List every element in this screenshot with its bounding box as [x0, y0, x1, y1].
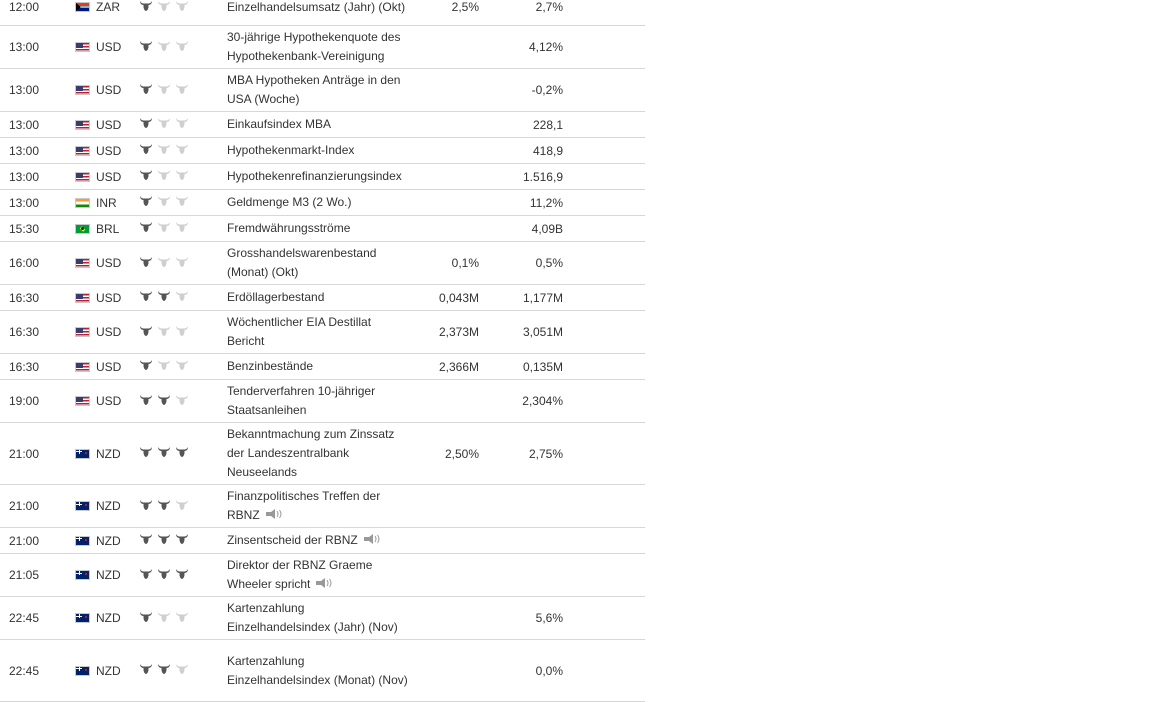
bull-importance-icon	[157, 394, 171, 409]
bull-importance-icon	[157, 533, 171, 548]
event-time: 13:00	[9, 40, 40, 54]
forecast-value: 0,1%	[451, 256, 479, 270]
speaker-icon	[316, 575, 334, 594]
bull-importance-icon	[139, 169, 153, 184]
currency-code: USD	[96, 359, 122, 374]
nz-flag-icon	[75, 536, 90, 546]
currency-cell	[69, 0, 131, 14]
currency-cell	[69, 360, 131, 374]
importance-rating	[131, 221, 227, 236]
event-row[interactable]	[0, 380, 645, 423]
bull-importance-icon	[157, 290, 171, 305]
event-name-text: MBA Hypotheken Anträge in den USA (Woche)	[227, 73, 401, 106]
previous-value: 5,6%	[535, 611, 563, 625]
event-row[interactable]	[0, 190, 645, 216]
event-name[interactable]	[227, 217, 410, 240]
currency-code: NZD	[96, 568, 121, 582]
bull-importance-icon	[175, 117, 189, 132]
event-row[interactable]	[0, 311, 645, 354]
bull-importance-icon	[139, 446, 153, 461]
currency-code: ZAR	[96, 0, 120, 14]
importance-rating	[131, 359, 227, 374]
bull-importance-icon	[175, 169, 189, 184]
event-time: 22:45	[9, 611, 40, 625]
bull-importance-icon	[157, 256, 171, 271]
event-name-text: Hypothekenmarkt-Index	[227, 143, 355, 157]
bull-importance-icon	[175, 195, 189, 210]
previous-value: 4,12%	[528, 40, 563, 54]
previous-value: 3,051M	[522, 325, 563, 339]
event-row[interactable]	[0, 423, 645, 485]
currency-cell	[69, 664, 131, 678]
forecast-value: 2,366M	[438, 359, 479, 374]
us-flag-icon	[75, 258, 90, 268]
importance-rating	[131, 663, 227, 678]
bull-importance-icon	[175, 533, 189, 548]
bull-importance-icon	[139, 663, 153, 678]
event-row[interactable]	[0, 138, 645, 164]
event-time: 16:00	[9, 256, 40, 270]
bull-importance-icon	[157, 446, 171, 461]
event-name-text: Einkaufsindex MBA	[227, 117, 332, 131]
bull-importance-icon	[175, 143, 189, 158]
bull-importance-icon	[139, 221, 153, 236]
event-row[interactable]	[0, 528, 645, 554]
event-time: 21:00	[9, 533, 40, 548]
currency-code: INR	[96, 195, 117, 210]
event-name-text: Einzelhandelsumsatz (Jahr) (Okt)	[227, 0, 406, 14]
bull-importance-icon	[157, 195, 171, 210]
event-name[interactable]	[227, 529, 410, 552]
nz-flag-icon	[75, 449, 90, 459]
event-row[interactable]	[0, 164, 645, 190]
event-time: 13:00	[9, 143, 40, 158]
event-name[interactable]	[227, 69, 410, 111]
previous-value: 0,0%	[535, 663, 563, 678]
currency-cell	[69, 83, 131, 97]
nz-flag-icon	[75, 666, 90, 676]
previous-value: 0,135M	[522, 359, 563, 374]
bull-importance-icon	[139, 40, 153, 55]
previous-value: 4,09B	[531, 221, 563, 236]
event-name[interactable]	[227, 113, 410, 136]
us-flag-icon	[75, 85, 90, 95]
event-name-text: Geldmenge M3 (2 Wo.)	[227, 195, 352, 209]
bull-importance-icon	[175, 568, 189, 583]
currency-cell	[69, 325, 131, 339]
za-flag-icon	[75, 2, 90, 12]
bull-importance-icon	[157, 0, 171, 15]
importance-rating	[131, 143, 227, 158]
importance-rating	[131, 568, 227, 583]
bull-importance-icon	[139, 0, 153, 15]
event-name[interactable]	[227, 286, 410, 309]
currency-code: USD	[96, 117, 122, 132]
event-time: 16:30	[9, 325, 40, 339]
event-time: 21:05	[9, 568, 40, 582]
event-name[interactable]	[227, 165, 410, 188]
event-name-text: Erdöllagerbestand	[227, 290, 325, 304]
bull-importance-icon	[139, 83, 153, 98]
event-name-text: Fremdwährungsströme	[227, 221, 351, 235]
event-name-text: Tenderverfahren 10-jähriger Staatsanleihen	[227, 384, 376, 417]
currency-cell	[69, 170, 131, 184]
bull-importance-icon	[157, 169, 171, 184]
bull-importance-icon	[175, 446, 189, 461]
bull-importance-icon	[175, 325, 189, 340]
currency-code: NZD	[96, 533, 121, 548]
previous-value: 2,75%	[528, 446, 563, 461]
event-row[interactable]	[0, 216, 645, 242]
bull-importance-icon	[157, 325, 171, 340]
speaker-icon	[266, 506, 284, 525]
currency-cell	[69, 291, 131, 305]
previous-value: 418,9	[532, 143, 563, 158]
us-flag-icon	[75, 172, 90, 182]
event-name-text: Kartenzahlung Einzelhandelsindex (Jahr) (Nov)	[227, 601, 398, 634]
bull-importance-icon	[157, 117, 171, 132]
forecast-value: 2,373M	[438, 325, 479, 339]
event-name[interactable]	[227, 311, 410, 353]
bull-importance-icon	[157, 611, 171, 626]
bull-importance-icon	[139, 499, 153, 514]
currency-code: USD	[96, 290, 122, 305]
us-flag-icon	[75, 146, 90, 156]
nz-flag-icon	[75, 501, 90, 511]
previous-value: 1.516,9	[522, 169, 563, 184]
bull-importance-icon	[175, 663, 189, 678]
event-name-text: Bekanntmachung zum Zinssatz der Landeszentralbank Neuseelands	[227, 427, 395, 479]
bull-importance-icon	[139, 256, 153, 271]
importance-rating	[131, 195, 227, 210]
forecast-value: 0,043M	[438, 290, 479, 305]
currency-cell	[69, 196, 131, 210]
event-time: 15:30	[9, 221, 40, 236]
previous-value: 0,5%	[535, 256, 563, 270]
bull-importance-icon	[139, 568, 153, 583]
bull-importance-icon	[139, 359, 153, 374]
bull-importance-icon	[157, 83, 171, 98]
event-name-text: Finanzpolitisches Treffen der RBNZ	[227, 488, 381, 522]
currency-cell	[69, 394, 131, 408]
bull-importance-icon	[157, 359, 171, 374]
event-name-text: Kartenzahlung Einzelhandelsindex (Monat) (Nov)	[227, 653, 408, 687]
br-flag-icon	[75, 224, 90, 234]
importance-rating	[131, 446, 227, 461]
event-name[interactable]	[227, 26, 410, 68]
speaker-icon	[364, 531, 382, 550]
bull-importance-icon	[157, 499, 171, 514]
us-flag-icon	[75, 120, 90, 130]
bull-importance-icon	[175, 290, 189, 305]
event-name-text: 30-jährige Hypothekenquote des Hypothekenbank-Vereinigung	[227, 30, 401, 63]
bull-importance-icon	[139, 290, 153, 305]
bull-importance-icon	[175, 499, 189, 514]
nz-flag-icon	[75, 613, 90, 623]
event-row[interactable]	[0, 26, 645, 69]
currency-cell	[69, 568, 131, 582]
importance-rating	[131, 499, 227, 514]
event-row[interactable]	[0, 69, 645, 112]
importance-rating	[131, 290, 227, 305]
bull-importance-icon	[175, 256, 189, 271]
currency-code: USD	[96, 83, 122, 97]
importance-rating	[131, 611, 227, 626]
importance-rating	[131, 169, 227, 184]
importance-rating	[131, 325, 227, 340]
importance-rating	[131, 40, 227, 55]
currency-code: USD	[96, 256, 122, 270]
bull-importance-icon	[175, 221, 189, 236]
forecast-value: 2,5%	[451, 0, 479, 14]
event-row[interactable]	[0, 554, 645, 597]
event-name[interactable]	[227, 650, 410, 692]
us-flag-icon	[75, 327, 90, 337]
bull-importance-icon	[139, 117, 153, 132]
event-row[interactable]	[0, 597, 645, 640]
importance-rating	[131, 533, 227, 548]
currency-code: USD	[96, 40, 122, 54]
bull-importance-icon	[175, 83, 189, 98]
event-row[interactable]	[0, 354, 645, 380]
bull-importance-icon	[139, 195, 153, 210]
bull-importance-icon	[175, 40, 189, 55]
previous-value: 228,1	[532, 117, 563, 132]
event-name-text: Wöchentlicher EIA Destillat Bericht	[227, 315, 372, 348]
event-name-text: Zinsentscheid der RBNZ	[227, 532, 358, 547]
bull-importance-icon	[139, 325, 153, 340]
event-row[interactable]	[0, 285, 645, 311]
previous-value: 2,304%	[522, 394, 563, 408]
event-name-text: Hypothekenrefinanzierungsindex	[227, 169, 402, 183]
us-flag-icon	[75, 42, 90, 52]
importance-rating	[131, 83, 227, 98]
event-time: 13:00	[9, 117, 40, 132]
currency-cell	[69, 222, 131, 236]
previous-value: 1,177M	[522, 290, 563, 305]
event-time: 21:00	[9, 446, 40, 461]
currency-cell	[69, 534, 131, 548]
importance-rating	[131, 117, 227, 132]
currency-cell	[69, 144, 131, 158]
currency-code: USD	[96, 325, 122, 339]
event-name[interactable]	[227, 597, 410, 639]
event-name[interactable]	[227, 355, 410, 378]
event-name[interactable]	[227, 554, 410, 596]
bull-importance-icon	[139, 611, 153, 626]
nz-flag-icon	[75, 570, 90, 580]
forecast-value: 2,50%	[444, 446, 479, 461]
event-row[interactable]	[0, 242, 645, 285]
previous-value: 2,7%	[535, 0, 563, 14]
bull-importance-icon	[157, 568, 171, 583]
event-name[interactable]	[227, 191, 410, 214]
currency-code: NZD	[96, 663, 121, 678]
event-name[interactable]	[227, 0, 410, 19]
us-flag-icon	[75, 293, 90, 303]
event-time: 12:00	[9, 0, 40, 14]
bull-importance-icon	[157, 40, 171, 55]
event-row[interactable]	[0, 112, 645, 138]
currency-cell	[69, 611, 131, 625]
event-time: 13:00	[9, 83, 40, 97]
event-name-text: Grosshandelswarenbestand (Monat) (Okt)	[227, 246, 377, 279]
bull-importance-icon	[157, 143, 171, 158]
bull-importance-icon	[139, 533, 153, 548]
bull-importance-icon	[175, 394, 189, 409]
event-time: 22:45	[9, 663, 40, 678]
event-time: 16:30	[9, 290, 40, 305]
event-time: 13:00	[9, 195, 40, 210]
event-name[interactable]	[227, 139, 410, 162]
currency-code: BRL	[96, 221, 120, 236]
currency-code: NZD	[96, 611, 121, 625]
currency-cell	[69, 499, 131, 513]
us-flag-icon	[75, 362, 90, 372]
bull-importance-icon	[175, 0, 189, 15]
currency-code: USD	[96, 143, 122, 158]
event-name[interactable]	[227, 485, 410, 527]
event-time: 21:00	[9, 499, 40, 513]
currency-cell	[69, 447, 131, 461]
bull-importance-icon	[139, 394, 153, 409]
event-name-text: Benzinbestände	[227, 359, 314, 373]
bull-importance-icon	[175, 611, 189, 626]
in-flag-icon	[75, 198, 90, 208]
previous-value: 11,2%	[529, 195, 563, 210]
event-row[interactable]	[0, 640, 645, 702]
event-time: 19:00	[9, 394, 40, 408]
event-name[interactable]	[227, 423, 410, 484]
previous-value: -0,2%	[531, 83, 563, 97]
bull-importance-icon	[157, 663, 171, 678]
bull-importance-icon	[157, 221, 171, 236]
currency-cell	[69, 40, 131, 54]
event-time: 16:30	[9, 359, 40, 374]
currency-code: NZD	[96, 499, 121, 513]
importance-rating	[131, 256, 227, 271]
currency-code: NZD	[96, 446, 121, 461]
currency-code: USD	[96, 394, 122, 408]
event-time: 13:00	[9, 169, 40, 184]
us-flag-icon	[75, 396, 90, 406]
currency-code: USD	[96, 169, 122, 184]
event-row[interactable]	[0, 0, 645, 26]
importance-rating	[131, 0, 227, 15]
event-name[interactable]	[227, 242, 410, 284]
bull-importance-icon	[139, 143, 153, 158]
importance-rating	[131, 394, 227, 409]
event-name-text: Direktor der RBNZ Graeme Wheeler spricht	[227, 557, 373, 591]
event-name[interactable]	[227, 380, 410, 422]
currency-cell	[69, 118, 131, 132]
currency-cell	[69, 256, 131, 270]
bull-importance-icon	[175, 359, 189, 374]
event-row[interactable]	[0, 485, 645, 528]
